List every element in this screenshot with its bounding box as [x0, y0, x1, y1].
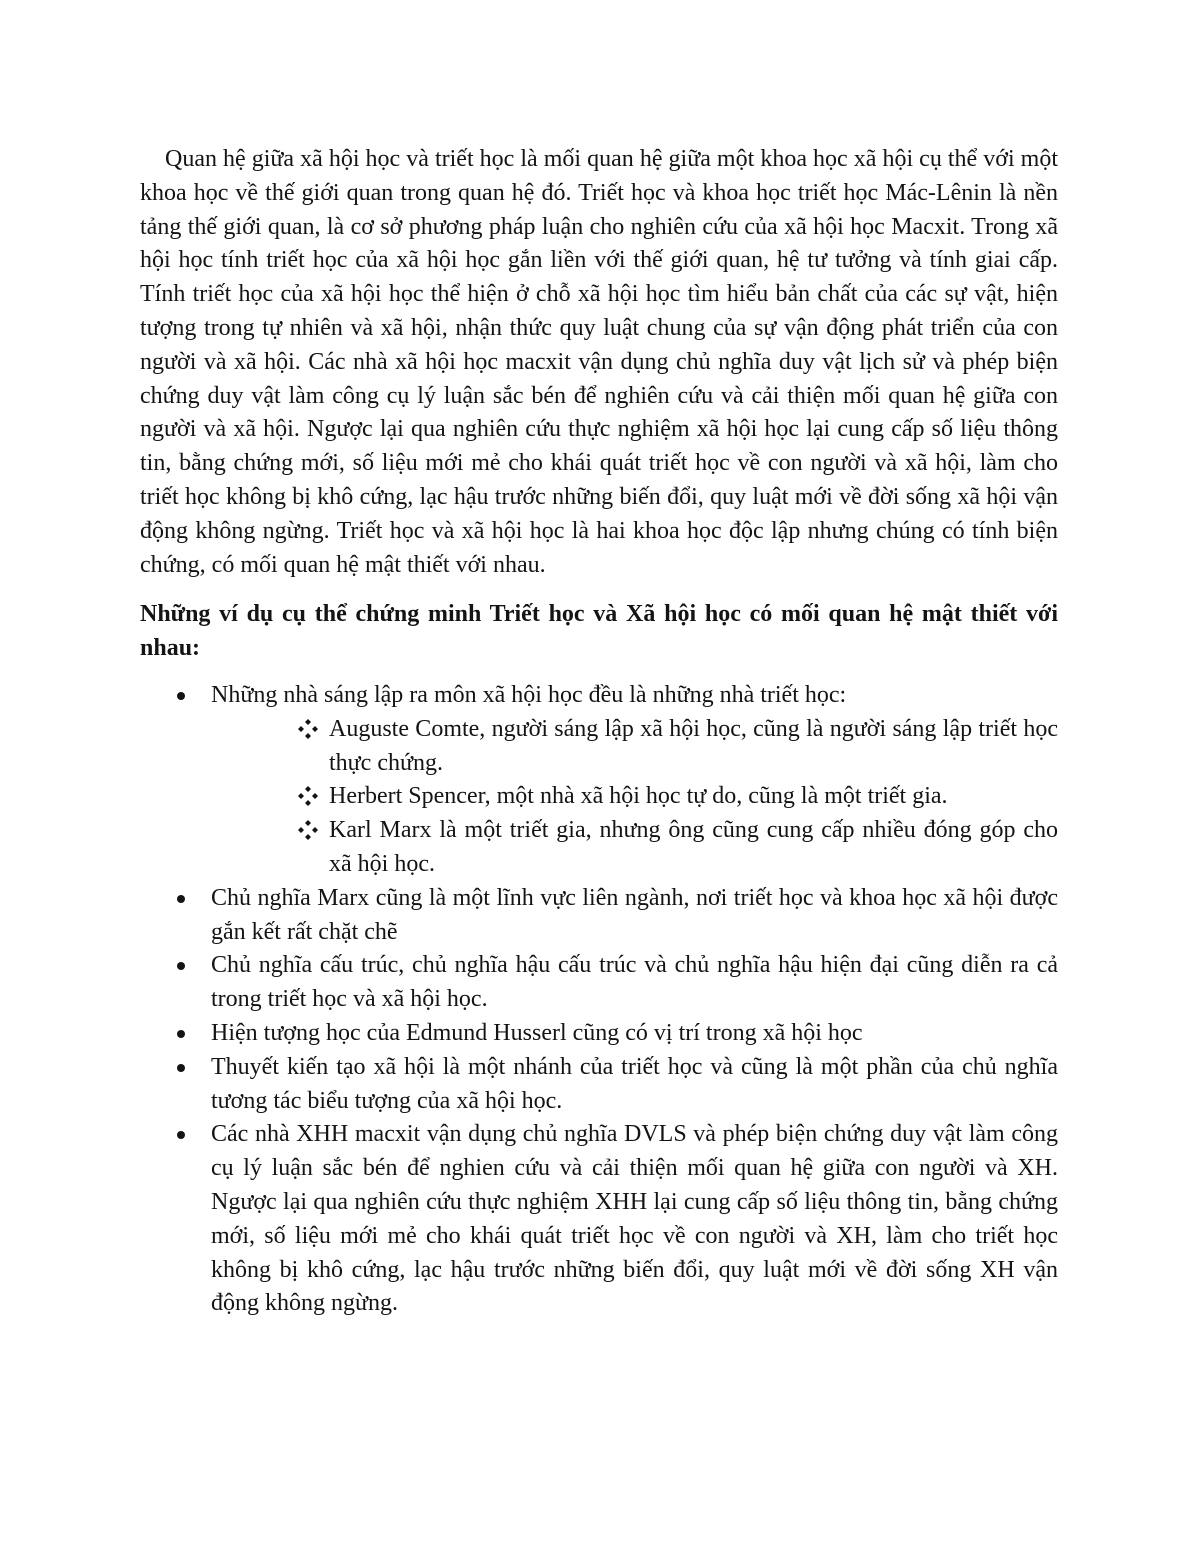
list-item — [140, 949, 1058, 1017]
bullet-icon — [177, 1064, 185, 1072]
bullet-icon — [177, 1131, 185, 1139]
list-item — [140, 882, 1058, 950]
list-item — [140, 1051, 1058, 1119]
list-item — [140, 679, 1058, 882]
sublist-item — [211, 780, 1058, 814]
sublist-item-text: Herbert Spencer, một nhà xã hội học tự do, cũng là một triết gia. — [329, 783, 948, 810]
bullet-icon — [177, 962, 185, 970]
example-list — [140, 679, 1058, 1321]
sublist-item-text: Auguste Comte, người sáng lập xã hội học, cũng là người sáng lập triết học thực chứng. — [329, 715, 1058, 776]
document-page — [140, 143, 1058, 1321]
bullet-icon — [177, 692, 185, 700]
list-item-text: Chủ nghĩa cấu trúc, chủ nghĩa hậu cấu trúc và chủ nghĩa hậu hiện đại cũng diễn ra cả trong triết học và xã hội học. — [211, 952, 1058, 1013]
list-item-text: Thuyết kiến tạo xã hội là một nhánh của triết học và cũng là một phần của chủ nghĩa tương tác biểu tượng của xã hội học. — [211, 1053, 1058, 1114]
bullet-icon — [177, 895, 185, 903]
list-item-text: Những nhà sáng lập ra môn xã hội học đều là những nhà triết học: — [211, 681, 847, 708]
sublist-item-text: Karl Marx là một triết gia, nhưng ông cũng cung cấp nhiều đóng góp cho xã hội học. — [329, 817, 1058, 877]
intro-paragraph: Quan hệ giữa xã hội học và triết học là mối quan hệ giữa một khoa học xã hội cụ thể với một khoa học về thế giới quan trong quan hệ đó. Triết học và khoa học triết học Mác-Lênin là nền tảng thế giới quan, là cơ sở phương pháp luận cho nghiên cứu của xã hội học Macxit. Trong xã hội học tính triết học của xã hội học gắn liền với thế giới quan, hệ tư tưởng và tính giai cấp. Tính triết học của xã hội học thể hiện ở chỗ xã hội học tìm hiểu bản chất của các sự vật, hiện tượng trong tự nhiên và xã hội, nhận thức quy luật chung của sự vận động phát triển của con người và xã hội. Các nhà xã hội học macxit vận dụng chủ nghĩa duy vật lịch sử và phép biện chứng duy vật làm công cụ lý luận sắc bén để nghiên cứu và cải thiện mối quan hệ giữa con người và xã hội. Ngược lại qua nghiên cứu thực nghiệm xã hội học lại cung cấp số liệu thông tin, bằng chứng mới, số liệu mới mẻ cho khái quát triết học về con người và xã hội, làm cho triết học không bị khô cứng, lạc hậu trước những biến đổi, quy luật mới về đời sống xã hội vận động không ngừng. Triết học và xã hội học là hai khoa học độc lập nhưng chúng có tính biện chứng, có mối quan hệ mật thiết với nhau. — [140, 146, 1058, 578]
sublist-item — [211, 814, 1058, 882]
list-item-text: Các nhà XHH macxit vận dụng chủ nghĩa DVLS và phép biện chứng duy vật làm công cụ lý luận sắc bén để nghien cứu và cải thiện mối quan hệ giữa con người và XH. Ngược lại qua nghiên cứu thực nghiệm XHH lại cung cấp số liệu thông tin, bằng chứng mới, số liệu mới mẻ cho khái quát triết học về con người và XH, làm cho triết học không bị khô cứng, lạc hậu trước những biến đổi, quy luật mới về đời sống XH vận động không ngừng. — [211, 1121, 1058, 1317]
sublist-item — [211, 713, 1058, 781]
diamond-bullet-icon — [298, 719, 318, 739]
list-item — [140, 1118, 1058, 1321]
diamond-bullet-icon — [298, 786, 318, 806]
bullet-icon — [177, 1030, 185, 1038]
list-item-text: Chủ nghĩa Marx cũng là một lĩnh vực liên ngành, nơi triết học và khoa học xã hội được gắn kết rất chặt chẽ — [211, 884, 1058, 945]
diamond-bullet-icon — [298, 820, 318, 840]
list-item — [140, 1017, 1058, 1051]
section-heading: Những ví dụ cụ thể chứng minh Triết học và Xã hội học có mối quan hệ mật thiết với nhau: — [140, 601, 1058, 662]
founders-sublist — [211, 713, 1058, 882]
list-item-text: Hiện tượng học của Edmund Husserl cũng có vị trí trong xã hội học — [211, 1019, 863, 1046]
